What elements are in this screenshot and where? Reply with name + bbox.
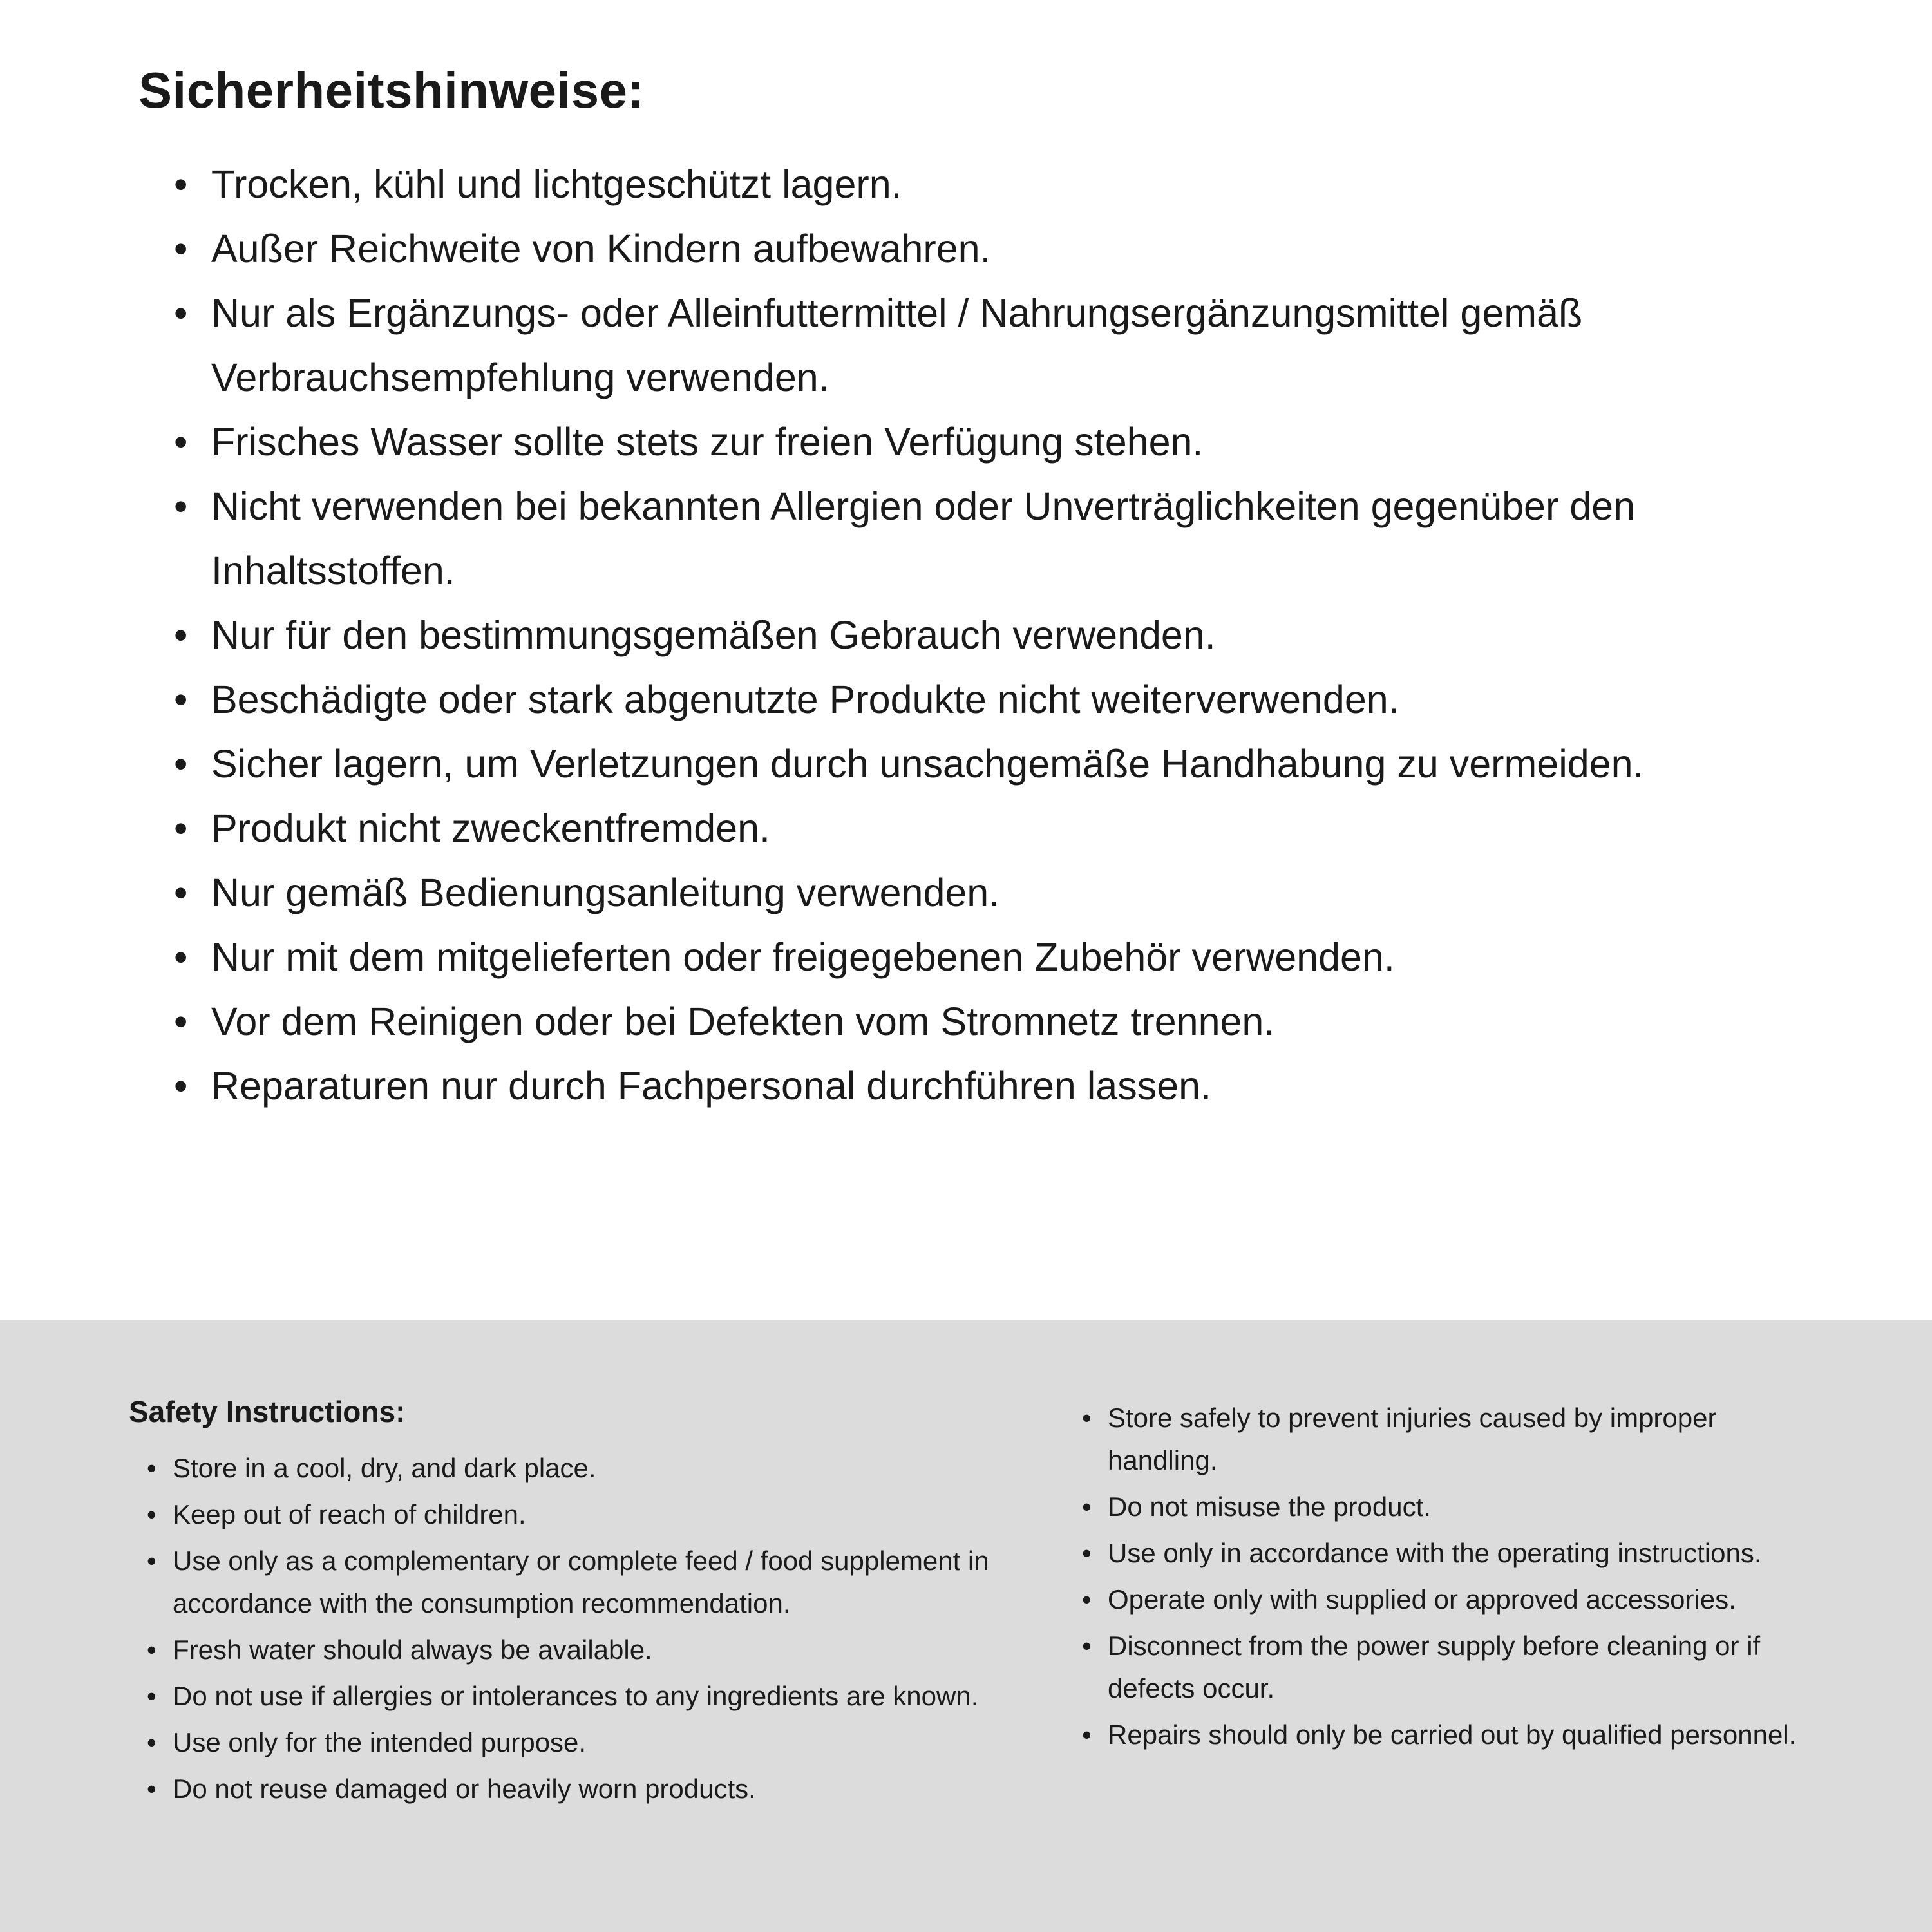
english-safety-list-item: • Do not use if allergies or intolerances to any ingredients are known. — [147, 1675, 1005, 1718]
german-safety-list — [138, 152, 1732, 1118]
english-safety-list-item: • Keep out of reach of children. — [147, 1493, 1005, 1536]
german-safety-list-item: • Nur gemäß Bedienungsanleitung verwenden. — [174, 860, 1732, 925]
english-safety-list-item: • Do not reuse damaged or heavily worn products. — [147, 1768, 1005, 1810]
german-section-title: Sicherheitshinweise: — [138, 62, 645, 118]
english-safety-list-item: • Store in a cool, dry, and dark place. — [147, 1447, 1005, 1490]
english-safety-list-item: • Fresh water should always be available. — [147, 1629, 1005, 1671]
german-safety-list-item: • Produkt nicht zweckentfremden. — [174, 796, 1732, 860]
english-safety-list-item: • Use only in accordance with the operating instructions. — [1082, 1532, 1803, 1575]
english-safety-list-item: • Use only as a complementary or complete feed / food supplement in accordance with the consumption recommendation. — [147, 1540, 1005, 1625]
english-safety-list-item: • Use only for the intended purpose. — [147, 1721, 1005, 1764]
german-safety-list-item: • Sicher lagern, um Verletzungen durch unsachgemäße Handhabung zu vermeiden. — [174, 732, 1732, 796]
english-safety-list-right — [1082, 1397, 1803, 1756]
english-safety-list-item: • Operate only with supplied or approved accessories. — [1082, 1578, 1803, 1621]
german-safety-list-item: • Außer Reichweite von Kindern aufbewahren. — [174, 216, 1732, 281]
german-safety-list-item: • Trocken, kühl und lichtgeschützt lagern. — [174, 152, 1732, 216]
english-section-title: Safety Instructions: — [129, 1395, 406, 1428]
german-safety-list-item: • Frisches Wasser sollte stets zur freien Verfügung stehen. — [174, 410, 1732, 474]
german-safety-list-item: • Nur mit dem mitgelieferten oder freigegebenen Zubehör verwenden. — [174, 925, 1732, 989]
german-safety-list-item: • Nur als Ergänzungs- oder Alleinfuttermittel / Nahrungsergänzungsmittel gemäß Verbrauchsempfehlung verwenden. — [174, 281, 1732, 410]
english-safety-list-item: • Store safely to prevent injuries caused by improper handling. — [1082, 1397, 1803, 1482]
german-safety-list-item: • Vor dem Reinigen oder bei Defekten vom Stromnetz trennen. — [174, 989, 1732, 1054]
english-safety-list-item: • Repairs should only be carried out by qualified personnel. — [1082, 1714, 1803, 1756]
english-right-column — [1082, 1394, 1803, 1893]
german-safety-list-item: • Beschädigte oder stark abgenutzte Produkte nicht weiterverwenden. — [174, 667, 1732, 732]
english-safety-section — [0, 1320, 1932, 1932]
english-safety-list-item: • Do not misuse the product. — [1082, 1486, 1803, 1528]
english-safety-list-item: • Disconnect from the power supply before cleaning or if defects occur. — [1082, 1625, 1803, 1710]
german-safety-list-item: • Reparaturen nur durch Fachpersonal durchführen lassen. — [174, 1054, 1732, 1118]
english-safety-list-left — [129, 1447, 1005, 1810]
english-left-column — [129, 1394, 1005, 1893]
german-safety-list-item: • Nur für den bestimmungsgemäßen Gebrauch verwenden. — [174, 603, 1732, 667]
german-safety-list-item: • Nicht verwenden bei bekannten Allergien oder Unverträglichkeiten gegenüber den Inhaltsstoffen. — [174, 474, 1732, 603]
